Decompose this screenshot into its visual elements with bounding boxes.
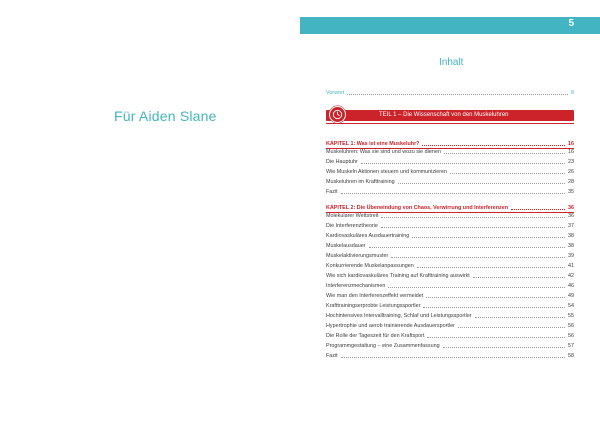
toc-entry-page: 57 [568,343,574,349]
toc-entry-page: 16 [568,149,574,155]
chapter-title: KAPITEL 1: Was ist eine Muskeluhr? [326,141,420,147]
leader-dots [427,337,565,338]
toc-entry-title: Muskeluhren: Was sie sind und wozu sie dienen [326,149,441,155]
toc-entry-page: 46 [568,283,574,289]
toc-entry[interactable] [326,311,574,319]
toc-entry[interactable] [326,167,574,175]
toc-entry-preface[interactable] [326,88,574,96]
toc-entry-page: 36 [568,213,574,219]
leader-dots [341,193,565,194]
toc-entry-page: 28 [568,179,574,185]
toc-entry-page: 38 [568,233,574,239]
toc-entry-title: Muskelaktivierungsmuster [326,253,389,259]
toc-entry-title: Programmgestaltung – eine Zusammenfassung [326,343,440,349]
toc-entry[interactable] [326,187,574,195]
leader-dots [381,227,565,228]
toc-entry[interactable] [326,351,574,359]
toc-entry-title: Krafttrainingserprobte Leistungssportler [326,303,421,309]
page-number: 5 [568,18,574,29]
right-page [300,0,600,423]
leader-dots [341,357,565,358]
toc-entry-page: 8 [571,90,574,96]
toc-heading: Inhalt [439,57,464,68]
toc-entry-title: Hypertrophie und aerob trainierende Ausdauersportler [326,323,455,329]
toc-entry[interactable] [326,331,574,339]
toc-entry-title: Wie sich kardiovaskuläres Training auf Krafttraining auswirkt [326,273,470,279]
leader-dots [398,183,565,184]
toc-entry-page: 39 [568,253,574,259]
toc-entry[interactable] [326,147,574,155]
leader-dots [458,327,565,328]
part-underline [326,123,574,124]
toc-entry-page: 58 [568,353,574,359]
leader-dots [369,247,565,248]
leader-dots [417,267,565,268]
toc-entry-page: 55 [568,313,574,319]
toc-entry-page: 38 [568,243,574,249]
toc-entry-page: 56 [568,323,574,329]
chapter-page: 36 [568,205,574,211]
leader-dots [450,173,565,174]
chapter-page: 16 [568,141,574,147]
toc-entry[interactable] [326,291,574,299]
toc-entry[interactable] [326,157,574,165]
toc-entry[interactable] [326,251,574,259]
toc-entry[interactable] [326,261,574,269]
toc-entry-title: Fazit [326,189,338,195]
toc-entry[interactable] [326,177,574,185]
toc-entry[interactable] [326,281,574,289]
toc-entry[interactable] [326,301,574,309]
leader-dots [444,153,565,154]
toc-entry-title: Muskeluhren im Krafttraining [326,179,395,185]
toc-entry-title: Hochintensives Intervalltraining, Schlaf und Leistungssportler [326,313,472,319]
toc-entry-title: Molekularer Wettstreit [326,213,379,219]
toc-entry-page: 54 [568,303,574,309]
part-title: TEIL 1 – Die Wissenschaft von den Muskeluhren [379,111,509,118]
leader-dots [391,257,565,258]
toc-entry[interactable] [326,231,574,239]
toc-entry-page: 41 [568,263,574,269]
leader-dots [473,277,565,278]
leader-dots [347,94,568,95]
toc-entry-page: 49 [568,293,574,299]
toc-entry-title: Die Interferenztheorie [326,223,378,229]
leader-dots [443,347,565,348]
toc-entry-title: Wie man den Interferenzeffekt vermeidet [326,293,424,299]
toc-entry[interactable] [326,221,574,229]
toc-entry-page: 56 [568,333,574,339]
toc-entry-page: 37 [568,223,574,229]
toc-entry-page: 35 [568,189,574,195]
leader-dots [422,145,565,146]
dedication: Für Aiden Slane [114,108,217,124]
toc-entry[interactable] [326,241,574,249]
toc-entry[interactable] [326,341,574,349]
toc-entry-title: Fazit [326,353,338,359]
toc-entry-page: 42 [568,273,574,279]
toc-entry-page: 23 [568,159,574,165]
toc-entry-page: 26 [568,169,574,175]
leader-dots [423,307,565,308]
toc-entry-title: Konkurrierende Muskelanpassungen [326,263,414,269]
leader-dots [361,163,565,164]
leader-dots [381,217,565,218]
toc-entry[interactable] [326,321,574,329]
toc-entry-title: Vorwort [326,90,345,96]
toc-entry-title: Die Rolle der Tageszeit für den Kraftsport [326,333,425,339]
toc-entry-title: Die Hauptuhr [326,159,358,165]
toc-entry-title: Kardiovaskuläres Ausdauertraining [326,233,410,239]
part-banner[interactable] [326,110,574,121]
toc-chapter-2[interactable] [326,203,574,211]
leader-dots [426,297,565,298]
leader-dots [412,237,565,238]
leader-dots [511,209,565,210]
toc-entry-title: Interferenzmechanismen [326,283,386,289]
toc-entry[interactable] [326,271,574,279]
header-band [300,17,600,34]
toc-entry-title: Muskelausdauer [326,243,366,249]
leader-dots [388,287,565,288]
toc-entry[interactable] [326,211,574,219]
toc-entry-title: Wie Muskeln Aktionen steuern und kommunizieren [326,169,448,175]
chapter-title: KAPITEL 2: Die Überwindung von Chaos, Verwirrung und Interferenzen [326,205,509,211]
clock-icon [329,106,346,123]
leader-dots [475,317,565,318]
toc-chapter-1[interactable] [326,139,574,147]
